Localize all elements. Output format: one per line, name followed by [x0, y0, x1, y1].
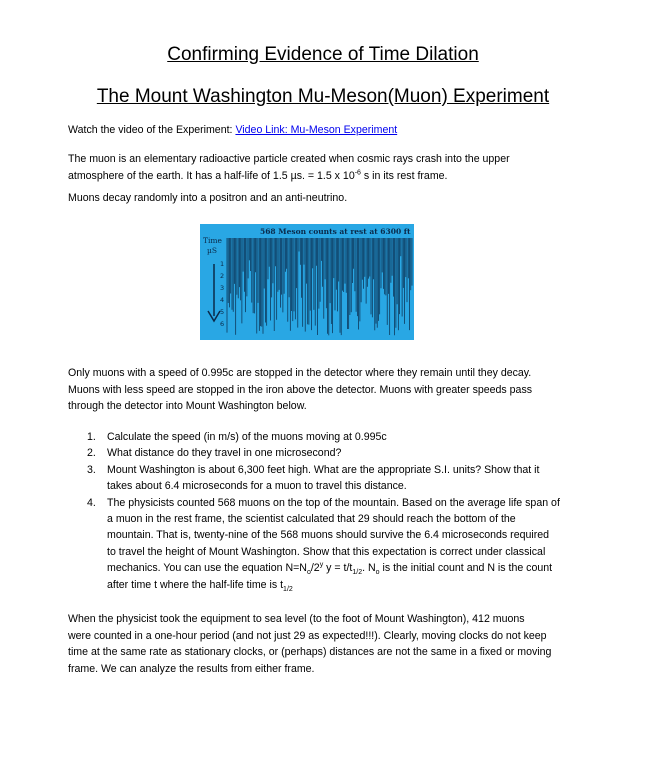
decay-paragraph: Muons decay randomly into a positron and an anti-neutrino.: [68, 192, 348, 204]
axis-tick-label: 5: [220, 308, 225, 316]
question-number: 2.: [87, 447, 96, 460]
question-item: [87, 462, 572, 495]
equation-line: mechanics. You can use the equation $N=N_o/2^y$ $y = t/t_{1/2}$. $N_o$ is the initial count and N is the count: [107, 561, 553, 577]
final-line-1: When the physicist took the equipment to sea level (to the foot of Mount Washington), 412 muons: [68, 613, 525, 625]
question-text: Mount Washington is about 6,300 feet high. What are the appropriate S.I. units? Show that it: [107, 463, 540, 476]
axis-tick-label: 4: [220, 296, 225, 304]
question-item: [87, 429, 572, 445]
axis-tick-label: 6: [220, 320, 225, 328]
video-prefix: Watch the video of the Experiment:: [68, 124, 236, 136]
figure-caption: 568 Meson counts at rest at 6300 ft: [260, 227, 411, 236]
question-item: [87, 445, 572, 461]
axis-tick-label: 3: [220, 284, 225, 292]
page-subtitle: The Mount Washington Mu-Meson(Muon) Experiment: [96, 86, 550, 107]
half-life-line: after time t where the half-life time is $t_{1/2}$: [107, 578, 293, 593]
only-muons-line-2: Muons with less speed are stopped in the iron above the detector. Muons with greater speeds pass: [68, 383, 533, 396]
question-text: takes about 6.4 microseconds for a muon to travel this distance.: [107, 480, 407, 493]
video-link[interactable]: Video Link: Mu-Meson Experiment: [235, 124, 398, 136]
muon-intro-line-2: atmosphere of the earth. It has a half-life of 1.5 µs. = 1.5 x 10: [68, 169, 355, 182]
muon-intro-line-1: The muon is an elementary radioactive particle created when cosmic rays crash into the upper: [68, 153, 510, 165]
axis-label-unit: µS: [207, 246, 218, 255]
page-title: Confirming Evidence of Time Dilation: [167, 44, 479, 65]
axis-tick-label: 1: [220, 260, 225, 268]
final-line-2: were counted in a one-hour period (and not just 29 as expected!!!). Clearly, moving clocks do not keep: [68, 629, 547, 642]
question-number: 1.: [87, 431, 96, 443]
question-text: to travel the height of Mount Washington. Show that this expectation is correct under classical: [107, 545, 546, 558]
only-muons-line-1: Only muons with a speed of 0.995c are stopped in the detector where they remain until they decay.: [68, 367, 532, 379]
decay-lines: [227, 238, 412, 335]
video-paragraph: [68, 122, 580, 139]
axis-label-time: Time: [203, 236, 222, 245]
question-text: The physicists counted 568 muons on the top of the mountain. Based on the average life span of: [107, 496, 560, 509]
question-text: a muon in the rest frame, the scientist calculated that 29 should reach the bottom of the: [107, 513, 516, 526]
final-paragraph: [68, 611, 580, 677]
questions-list: [87, 429, 572, 593]
muon-intro-paragraph: [68, 151, 580, 184]
only-muons-paragraph: [68, 365, 580, 415]
question-text: What distance do they travel in one microsecond?: [107, 447, 342, 460]
axis-tick-label: 2: [220, 272, 225, 280]
muon-decay-figure: [200, 224, 414, 340]
question-number: 4.: [87, 496, 96, 509]
question-number: 3.: [87, 463, 96, 476]
question-text: Calculate the speed (in m/s) of the muons moving at 0.995c: [107, 431, 387, 443]
muon-decay-chart: [200, 224, 414, 340]
only-muons-line-3: through the detector into Mount Washington below.: [68, 400, 307, 413]
final-line-4: frame. We can analyze the results from either frame.: [68, 662, 315, 675]
exponent: -6: [354, 169, 361, 177]
final-line-3: time at the same rate as stationary clocks, or (perhaps) distances are not the same in a fixed or moving: [68, 646, 552, 659]
question-item: [87, 495, 572, 593]
muon-intro-line-2-end: s in its rest frame.: [360, 169, 448, 182]
question-text: mountain. That is, twenty-nine of the 568 muons should survive the 6.4 microseconds required: [107, 529, 550, 542]
